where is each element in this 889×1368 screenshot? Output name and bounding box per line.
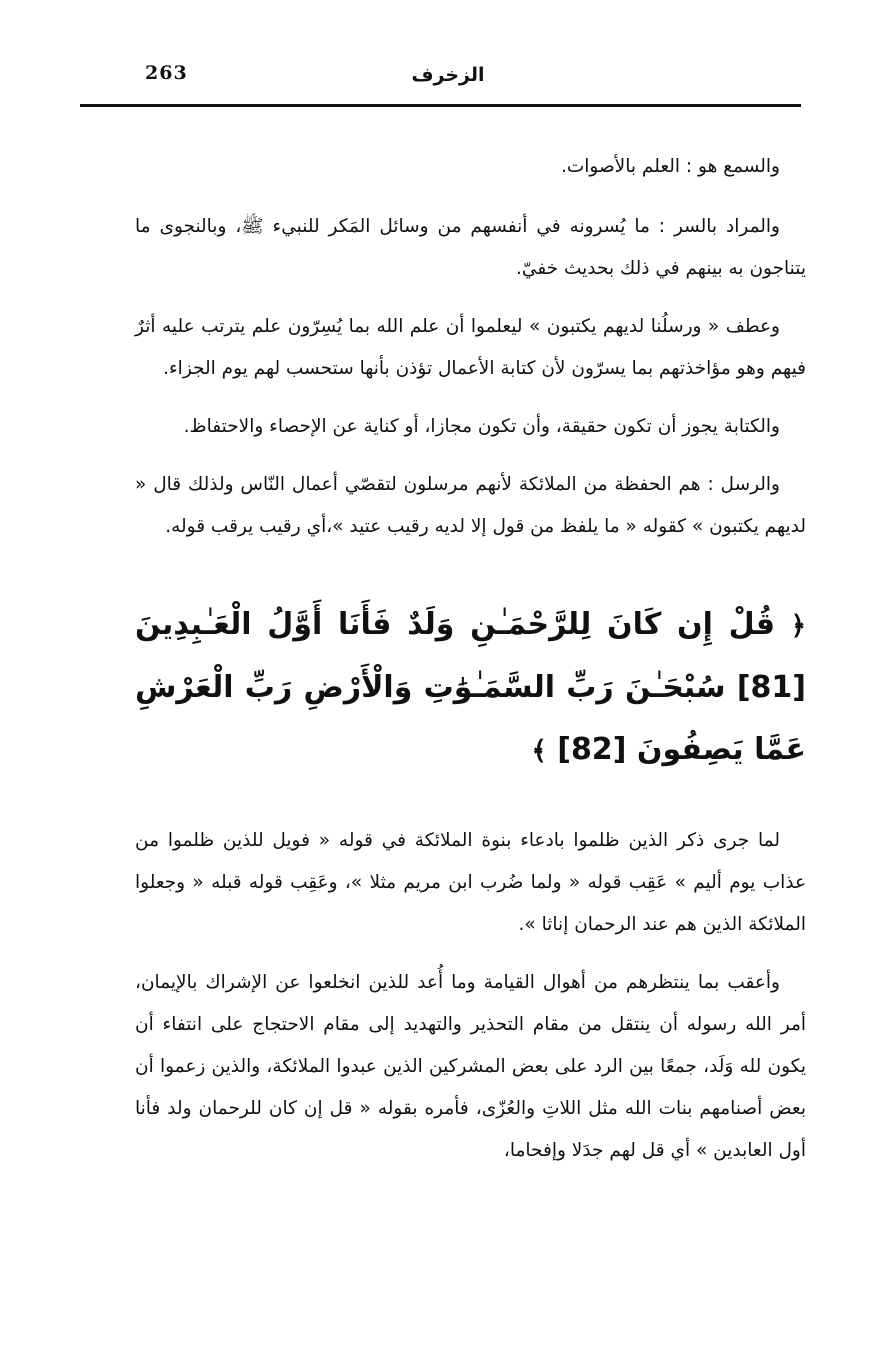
verse-close-bracket: ﴾ xyxy=(531,736,547,766)
verse-open-bracket: ﴿ xyxy=(790,611,807,641)
paragraph: وأعقب بما ينتظرهم من أهوال القيامة وما أُعد للذين انخلعوا عن الإشراك بالإيمان، أمر الله رسوله أن ينتقل من مقام التحذير والتهديد إلى مقام الاحتجاج على انتفاء أن يكون لله وَلَد، جمعًا بين الرد على بعض المشركين الذين عبدوا الملائكة، والذين زعموا أن بعض أصنامهم بنات الله مثل اللاتِ والعُزّى، فأمره بقوله « قل إن كان للرحمان ولد فأنا أول العابدين » أي قل لهم جدَلا وإفحاما، xyxy=(135,972,806,1161)
page-number: 263 xyxy=(145,62,188,84)
page-header xyxy=(95,56,801,100)
header-divider xyxy=(80,104,801,107)
paragraph: والكتابة يجوز أن تكون حقيقة، وأن تكون مجازا، أو كناية عن الإحصاء والاحتفاظ. xyxy=(183,416,780,437)
paragraph: والمراد بالسر : ما يُسرونه في أنفسهم من وسائل المَكر للنبيء ﷺ، وبالنجوى ما يتناجون به بينهم في ذلك بحديث خفيّ. xyxy=(135,216,806,279)
paragraph: وعطف « ورسلُنا لديهم يكتبون » ليعلموا أن علم الله بما يُسِرّون علم يترتب عليه أثرٌ فيهم وهو مؤاخذتهم بما يسرّون لأن كتابة الأعمال تؤذن بأنها ستحسب لهم يوم الجزاء. xyxy=(135,316,806,379)
quran-verse-block xyxy=(135,594,806,782)
paragraph: والسمع هو : العلم بالأصوات. xyxy=(560,156,780,177)
paragraph: لما جرى ذكر الذين ظلموا بادعاء بنوة الملائكة في قوله « فويل للذين ظلموا من عذاب يوم أليم » عَقِب قوله « ولما ضُرب ابن مريم مثلا »، وعَقِب قوله قبله « وجعلوا الملائكة الذين هم عند الرحمان إناثا ». xyxy=(135,830,806,935)
page-body xyxy=(135,146,806,1188)
running-title: الزخرف xyxy=(411,64,485,86)
verse-text: قُلْ إِن كَانَ لِلرَّحْمَـٰنِ وَلَدٌ فَأَنَا أَوَّلُ الْعَـٰبِدِينَ [81] سُبْحَـٰنَ رَبِّ السَّمَـٰوَٰتِ وَالْأَرْضِ رَبِّ الْعَرْشِ عَمَّا يَصِفُونَ [82] xyxy=(135,607,806,767)
paragraph: والرسل : هم الحفظة من الملائكة لأنهم مرسلون لتقصّي أعمال النّاس ولذلك قال « لديهم يكتبون » كقوله « ما يلفظ من قول إلا لديه رقيب عتيد »،أي رقيب يرقب قوله. xyxy=(135,474,806,537)
